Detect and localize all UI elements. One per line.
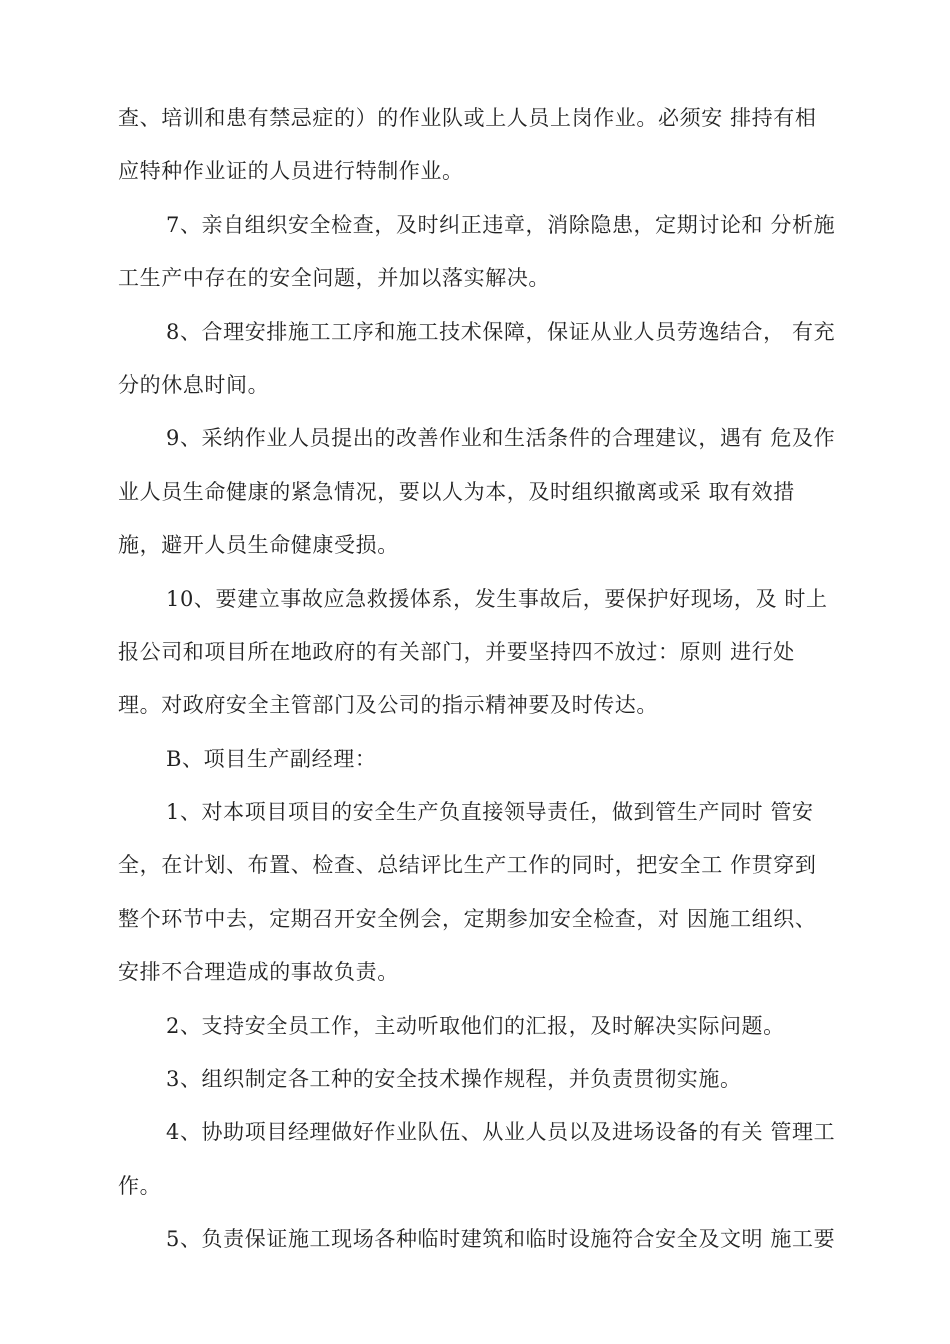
text-line: 施，避开人员生命健康受损。 bbox=[118, 533, 399, 558]
paragraph-item-10: 10、要建立事故应急救援体系，发生事故后，要保护好现场，及 时上 bbox=[166, 586, 828, 611]
text-line: 整个环节中去，定期召开安全例会，定期参加安全检查，对 因施工组织、 bbox=[118, 906, 817, 931]
section-heading-b: B、项目生产副经理： bbox=[166, 746, 377, 771]
paragraph-item-2: 2、支持安全员工作，主动听取他们的汇报，及时解决实际问题。 bbox=[166, 1013, 785, 1038]
text-line: 业人员生命健康的紧急情况，要以人为本，及时组织撤离或采 取有效措 bbox=[118, 479, 795, 504]
paragraph-item-1: 1、对本项目项目的安全生产负直接领导责任，做到管生产同时 管安 bbox=[166, 800, 814, 825]
paragraph-item-9: 9、采纳作业人员提出的改善作业和生活条件的合理建议，遇有 危及作 bbox=[166, 426, 836, 451]
paragraph-item-4: 4、协助项目经理做好作业队伍、从业人员以及进场设备的有关 管理工 bbox=[166, 1120, 836, 1145]
paragraph-item-7: 7、亲自组织安全检查，及时纠正违章，消除隐患，定期讨论和 分析施 bbox=[166, 212, 836, 237]
text-line: 作。 bbox=[118, 1173, 162, 1198]
document-body bbox=[118, 92, 838, 1267]
paragraph-item-5: 5、负责保证施工现场各种临时建筑和临时设施符合安全及文明 施工要 bbox=[166, 1227, 836, 1252]
text-line: 理。对政府安全主管部门及公司的指示精神要及时传达。 bbox=[118, 693, 658, 718]
text-line: 全，在计划、布置、检查、总结评比生产工作的同时，把安全工 作贯穿到 bbox=[118, 853, 817, 878]
text-line: 查、培训和患有禁忌症的）的作业队或上人员上岗作业。必须安 排持有相 bbox=[118, 106, 817, 130]
paragraph-item-3: 3、组织制定各工种的安全技术操作规程，并负责贯彻实施。 bbox=[166, 1067, 742, 1092]
text-line: 分的休息时间。 bbox=[118, 372, 270, 397]
text-line: 应特种作业证的人员进行特制作业。 bbox=[118, 159, 464, 184]
text-line: 报公司和项目所在地政府的有关部门，并要坚持四不放过：原则 进行处 bbox=[118, 639, 795, 664]
text-line: 安排不合理造成的事故负责。 bbox=[118, 960, 399, 985]
text-line: 工生产中存在的安全问题，并加以落实解决。 bbox=[118, 266, 550, 291]
paragraph-item-8: 8、合理安排施工工序和施工技术保障，保证从业人员劳逸结合， 有充 bbox=[166, 319, 836, 344]
